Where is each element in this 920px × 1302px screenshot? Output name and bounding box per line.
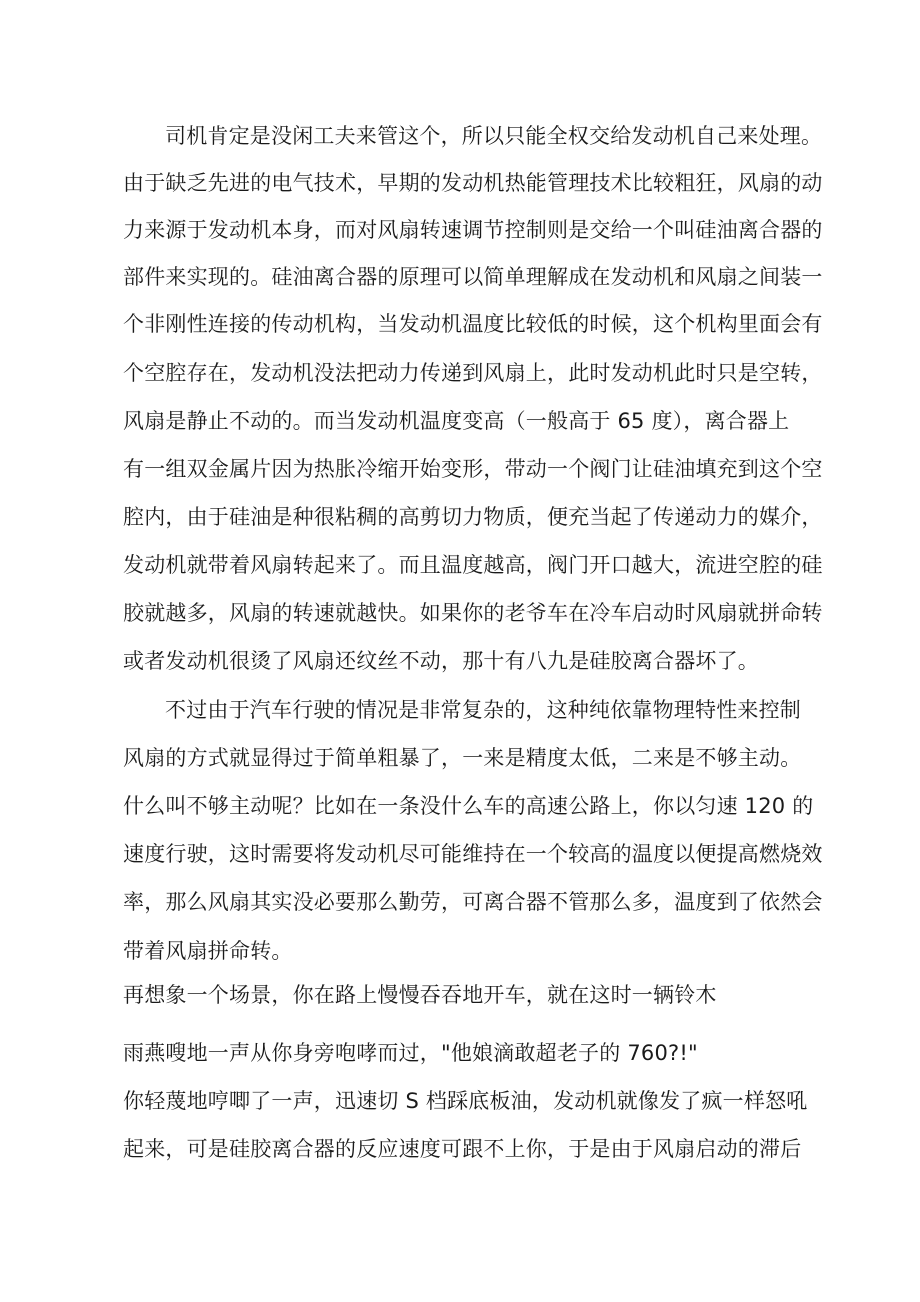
paragraph-1-line-3: 力来源于发动机本身，而对风扇转速调节控制则是交给一个叫硅油离合器的 [123,218,823,242]
paragraph-2-line-3: 什么叫不够主动呢？比如在一条没什么车的高速公路上，你以匀速 120 的 [123,794,814,818]
paragraph-2-line-6: 带着风扇拼命转。 [123,939,293,963]
paragraph-1-line-10: 发动机就带着风扇转起来了。而且温度越高，阀门开口越大，流进空腔的硅 [123,553,823,577]
paragraph-2-line-4: 速度行驶，这时需要将发动机尽可能维持在一个较高的温度以便提高燃烧效 [123,842,823,866]
paragraph-1-line-4: 部件来实现的。硅油离合器的原理可以简单理解成在发动机和风扇之间装一 [123,265,823,289]
paragraph-3-line-4: 起来，可是硅胶离合器的反应速度可跟不上你，于是由于风扇启动的滞后 [123,1137,802,1161]
paragraph-3-line-3: 你轻蔑地哼唧了一声，迅速切 S 档踩底板油，发动机就像发了疯一样怒吼 [123,1089,808,1113]
paragraph-1-line-12: 或者发动机很烫了风扇还纹丝不动，那十有八九是硅胶离合器坏了。 [123,649,759,673]
paragraph-1-line-1: 司机肯定是没闲工夫来管这个，所以只能全权交给发动机自己来处理。 [165,124,823,148]
paragraph-3-line-2: 雨燕嗖地一声从你身旁咆哮而过，"他娘滴敢超老子的 760?!" [123,1041,698,1065]
paragraph-2-line-1: 不过由于汽车行驶的情况是非常复杂的，这种纯依靠物理特性来控制 [165,698,801,722]
paragraph-2-line-2: 风扇的方式就显得过于简单粗暴了，一来是精度太低，二来是不够主动。 [123,746,802,770]
paragraph-1-line-2: 由于缺乏先进的电气技术，早期的发动机热能管理技术比较粗狂，风扇的动 [123,171,823,195]
paragraph-1-line-7: 风扇是静止不动的。而当发动机温度变高（一般高于 65 度），离合器上 [123,409,790,433]
paragraph-1-line-9: 腔内，由于硅油是种很粘稠的高剪切力物质，便充当起了传递动力的媒介， [123,505,823,529]
paragraph-1-line-6: 个空腔存在，发动机没法把动力传递到风扇上，此时发动机此时只是空转， [123,361,823,385]
paragraph-1-line-8: 有一组双金属片因为热胀冷缩开始变形，带动一个阀门让硅油填充到这个空 [123,457,823,481]
paragraph-1-line-5: 个非刚性连接的传动机构，当发动机温度比较低的时候，这个机构里面会有 [123,312,823,336]
paragraph-3-line-1: 再想象一个场景，你在路上慢慢吞吞地开车，就在这时一辆铃木 [123,983,717,1007]
paragraph-1-line-11: 胶就越多，风扇的转速就越快。如果你的老爷车在冷车启动时风扇就拼命转 [123,601,823,625]
paragraph-2-line-5: 率，那么风扇其实没必要那么勤劳，可离合器不管那么多，温度到了依然会 [123,890,823,914]
